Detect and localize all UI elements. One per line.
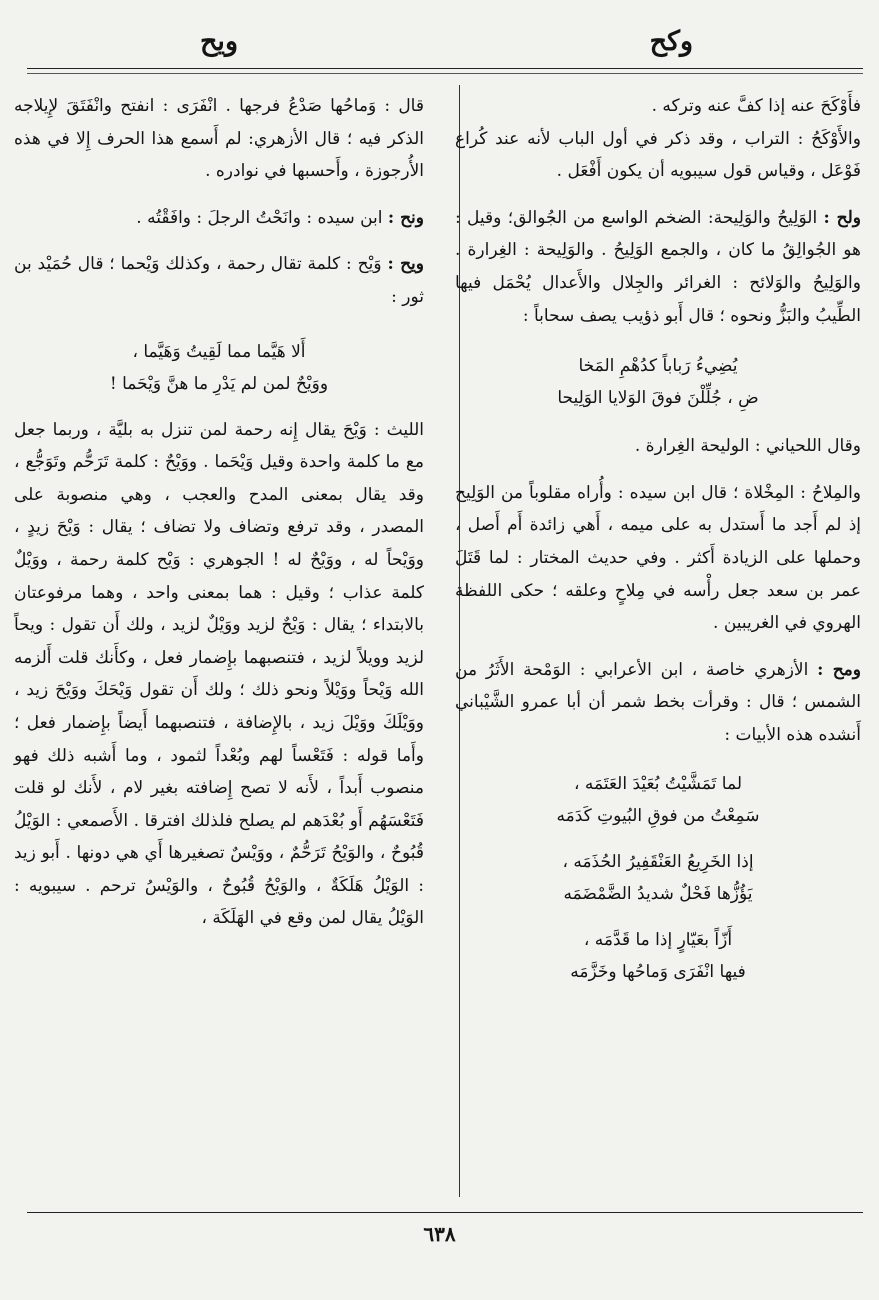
entry-wyh bbox=[14, 248, 424, 313]
headword: ويح : bbox=[387, 254, 425, 275]
header-root-right: وكح bbox=[649, 26, 693, 57]
headword: ونح : bbox=[387, 207, 424, 228]
verse-line: لما تَمَشَّيْتُ بُعَيْدَ العَتَمَه ، bbox=[574, 773, 742, 794]
verse-line: يَؤُزُّها فَحْلٌ شديدُ الضَّمْضَمَه bbox=[563, 883, 753, 904]
bottom-rule bbox=[27, 1212, 863, 1213]
verse-line: إذا الخَرِيعُ العَنْقَفِيرُ الحُذَمَه ، bbox=[562, 851, 754, 872]
verse-block bbox=[14, 336, 424, 400]
headword: ومح : bbox=[817, 659, 861, 680]
entry-text: وقال اللحياني : الوليحة الغِرارة . bbox=[634, 436, 861, 457]
entry-body: ابن سيده : وانَحْتُ الرجلَ : وافَقْتُه . bbox=[136, 207, 383, 228]
verse-line: ضِ ، جُلِّلْنَ فوقَ الوَلايا الوَلِيحا bbox=[557, 388, 759, 409]
entry-text: فأَوْكَحَ عنه إذا كفَّ عنه وتركه . bbox=[651, 96, 861, 116]
top-rule-thin bbox=[27, 73, 863, 74]
entry-text: والأَوْكَحُ : التراب ، وقد ذكر في أول الباب لأنه عند كُراع فَوْعَل ، وقياس قول سيبويه أن يكون أَفْعَل . bbox=[455, 128, 861, 182]
verse-line: يُضِيءُ رَباباً كدُهْمِ المَخا bbox=[578, 356, 738, 377]
header-root-left: ويح bbox=[200, 26, 238, 57]
entry-wnh bbox=[14, 202, 424, 235]
top-rule bbox=[27, 68, 863, 69]
entry-text: والمِلاحُ : المِخْلاة ؛ قال ابن سيده : وأُراه مقلوباً من الوَلِيح إذ لم أَجد ما أَستدل به على ميمه ، أَهي زائدة أَم أَصل ، وحملها على الزيادة أَكثر . وفي حديث المختار : لما قَتَلَ عمر بن سعد جعل رأْسه في مِلاحٍ وعلقه ؛ حكى اللفظة الهروي في الغريبين . bbox=[455, 482, 861, 634]
verse-line: أَلا هَيَّما مما لَقِيتُ وَهَيَّما ، bbox=[132, 341, 306, 362]
entry-text: الليث : وَيْحَ يقال إِنه رحمة لمن تنزل به بليَّة ، وربما جعل مع ما كلمة واحدة وقيل وَيْحَما . ووَيْحٌ : كلمة تَرَحُّم وتَوَجُّع ، وقد يقال بمعنى المدح والعجب ، وهي منصوبة على المصدر ، وقد ترفع وتضاف ولا تضاف ؛ يقال : وَيْحَ زيدٍ ، ووَيْحاً له ، ووَيْحٌ له ! الجوهري : وَيْح كلمة رحمة ، ووَيْلٌ كلمة عذاب ؛ وقيل : هما بمعنى واحد ، وهما مرفوعتان بالابتداء ؛ يقال : وَيْحٌ لزيد ووَيْلٌ لزيد ، ولك أَن تقول : ويحاً لزيد وويلاً لزيد ، فتنصبهما بإِضمار فعل ، وكأَنك قلت أَلزمه الله وَيْحاً ووَيْلاً ونحو ذلك ؛ ولك أَن تقول وَيْحَكَ ووَيْحَ زيد ، ووَيْلَكَ ووَيْلَ زيد ، بالإِضافة ، فتنصبهما أَيضاً بإِضمار فعل ؛ وأَما قوله : فَتَعْساً لهم وبُعْداً لثمود ، وما أَشبه ذلك فهو منصوب أَبداً ، لأَنه لا تصح إِضافته بغير لام ، لأَنك لو قلت فَتَعْسَهُم أَو بُعْدَهم لم يصلح فلذلك افترقا . الأَصمعي : الوَيْلُ قُبُوحٌ ، والوَيْحُ تَرَحُّمٌ ، ووَيْسٌ تصغيرها أَي هي دونها . أَبو زيد : الوَيْلُ هَلَكَةٌ ، والوَيْحُ قُبُوحٌ ، والوَيْسُ ترحم . سيبويه : الوَيْلُ يقال لمن وقع في الهَلَكَة ، bbox=[14, 419, 424, 929]
entry-body: وَيْح : كلمة تقال رحمة ، وكذلك وَيْحما ؛ قال حُمَيْد بن ثور : bbox=[14, 254, 424, 307]
right-column bbox=[455, 90, 861, 1004]
verse-line: فيها انْفَرَى وَماحُها وخَزَّمَه bbox=[570, 961, 746, 982]
verse-line: ووَيْحٌ لمن لم يَدْرِ ما هنَّ وَيْحَما ! bbox=[109, 373, 329, 394]
verse-line: أَزّاً بعَيّارٍ إذا ما قَدَّمَه ، bbox=[583, 929, 733, 950]
page-number: ٦٣٨ bbox=[423, 1222, 456, 1246]
left-column bbox=[14, 90, 424, 935]
verse-block bbox=[455, 768, 861, 988]
entry-wlh bbox=[455, 202, 861, 332]
entry-wmh bbox=[455, 654, 861, 752]
headword: ولح : bbox=[823, 207, 861, 228]
verse-block bbox=[455, 350, 861, 414]
verse-line: سَمِعْتُ من فوقِ البُيوتِ كَدَمَه bbox=[556, 805, 760, 826]
entry-text: قال : وَماحُها صَدْعُ فرجها . انْفَرَى : انفتح وانْفَتَقَ لإِيلاجه الذكر فيه ؛ قال الأزهري: لم أَسمع هذا الحرف إِلا في هذه الأُرجوزة ، وأَحسبها في نوادره . bbox=[14, 96, 424, 182]
entry-body: الوَلِيحُ والوَلِيحة: الضخم الواسع من الجُوالق؛ وقيل : هو الجُوالِقُ ما كان ، والجمع الوَلِيحُ . والوَلِيحة : الغِرارة . والوَلِيحُ والوَلائح : الغرائر والجِلال والأَعدال يُحْمَل فيها الطِّيبُ والبَزُّ ونحوه ؛ قال أَبو ذؤيب يصف سحاباً : bbox=[455, 207, 861, 326]
entry-body: الأزهري خاصة ، ابن الأعرابي : الوَمْحة الأَثَرُ من الشمس ؛ قال : وقرأت بخط شمر أن أبا عمرو الشَّيْباني أَنشده هذه الأبيات : bbox=[455, 659, 861, 745]
